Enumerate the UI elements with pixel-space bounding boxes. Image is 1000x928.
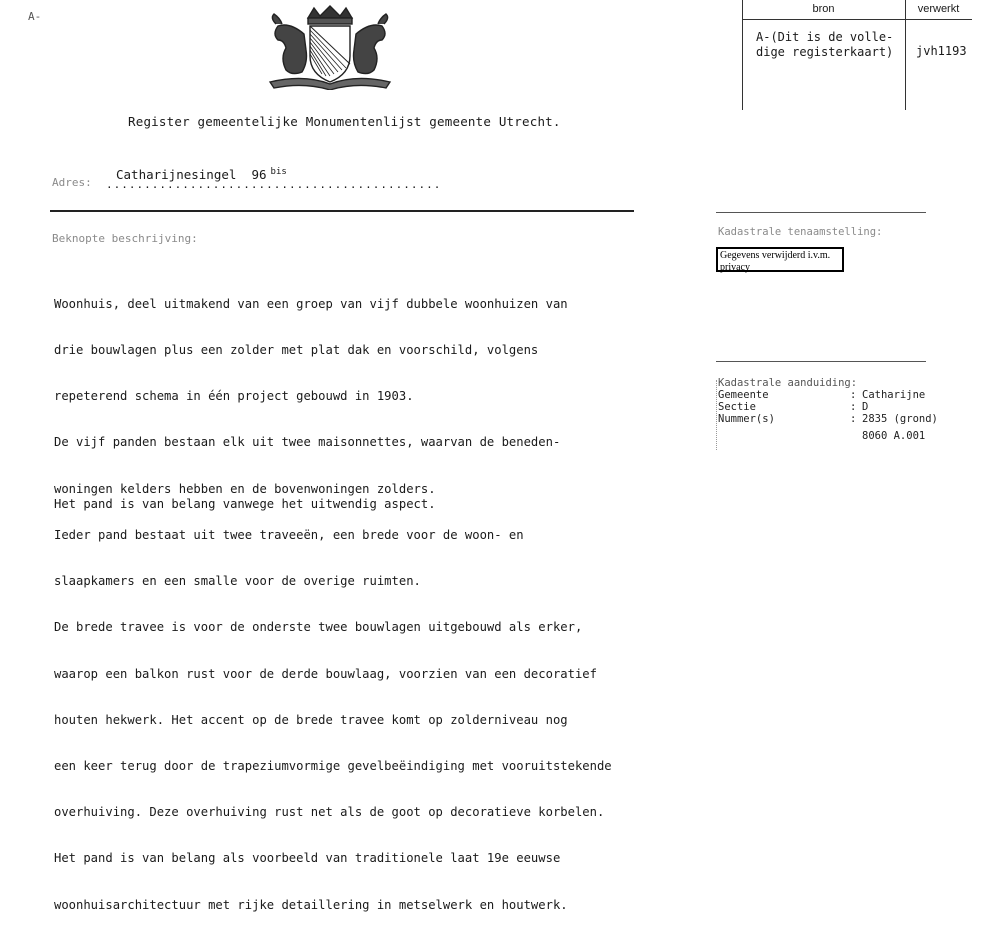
street: Catharijnesingel [116,167,237,183]
separator: : [850,389,857,401]
description-label: Beknopte beschrijving: [52,232,198,245]
gemeente-value: Catharijne [862,389,926,401]
closing-statement: Het pand is van belang vanwege het uitwendig aspect. [54,497,436,511]
bron-value: A-(Dit is de volle- dige registerkaart) [756,30,894,59]
privacy-notice: Gegevens verwijderd i.v.m. privacy [716,247,844,272]
house-suffix: bis [270,167,287,177]
sectie-value: D [862,401,869,413]
separator: : [850,413,857,425]
adres-label: Adres: [52,176,92,189]
divider [716,212,926,213]
sectie-label: Sectie [718,401,756,413]
description-body: Woonhuis, deel uitmakend van een groep van vijf dubbele woonhuizen van drie bouwlagen plus een zolder met plat dak en voorschild, volgens repeterend schema in één project gebouwd in 1903. De vijf panden bestaan elk uit twee maisonnettes, waarvan de beneden- woningen kelders hebben en de bovenwoningen zolders. Ieder pand bestaat uit twee traveeën, een brede voor de woon- en slaapkamers en een smalle voor de overige ruimten. De brede travee is voor de onderste twee bouwlagen uitgebouwd als erker, waarop een balkon rust voor de derde bouwlaag, voorzien van een decoratief houten hekwerk. Het accent op de brede travee komt op zolderniveau nog een keer terug door de trapeziumvormige gevelbeëindiging met vooruitstekende overhuiving. Deze overhuiving rust net als de goot op decoratieve korbelen. Het pand is van belang als voorbeeld van traditionele laat 19e eeuwse woonhuisarchitectuur met rijke detaillering in metselwerk en houtwerk. [54,296,612,912]
header-bron: bron [812,3,835,15]
header-verwerkt: verwerkt [917,3,960,15]
kadastrale-aanduiding-title: Kadastrale aanduiding: [718,377,858,389]
dotted-margin [716,380,718,450]
nummer-2: 8060 A.001 [862,430,926,442]
register-title: Register gemeentelijke Monumentenlijst gemeente Utrecht. [128,114,561,129]
adres-dots: ............................................ [106,178,442,191]
utrecht-coat-of-arms-icon [264,4,396,90]
house-number: 96 [251,167,267,183]
nummers-label: Nummer(s) [718,413,775,425]
nummer-1: 2835 (grond) [862,413,938,425]
gemeente-label: Gemeente [718,389,769,401]
divider [50,210,634,212]
source-table [742,0,972,110]
kadastrale-tenaamstelling-label: Kadastrale tenaamstelling: [718,226,883,238]
separator: : [850,401,857,413]
divider [716,361,926,362]
verwerkt-value: jvh1193 [916,44,967,58]
corner-mark: A- [28,10,42,23]
